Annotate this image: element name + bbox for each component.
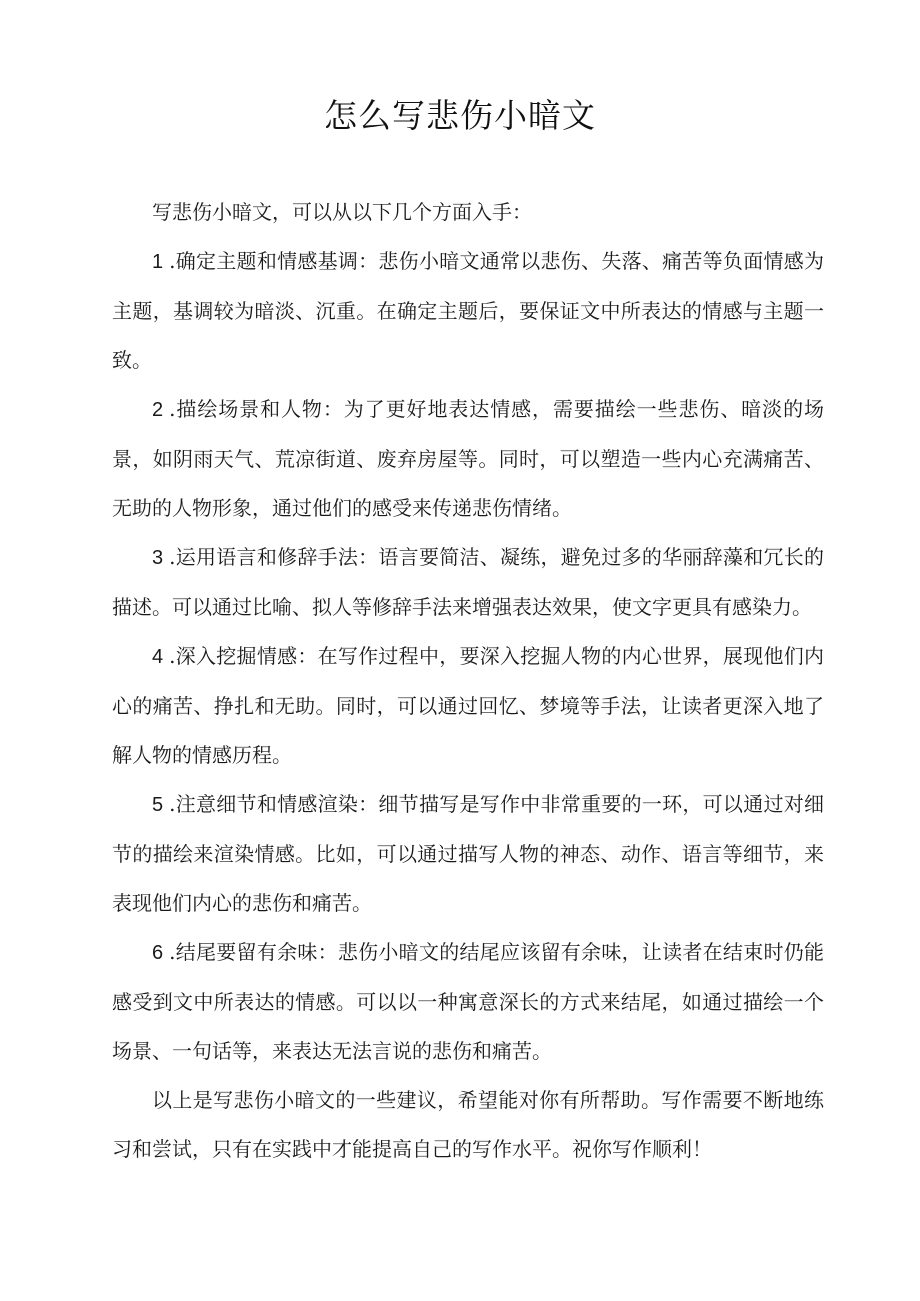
item-number: 6	[152, 942, 164, 964]
document-title: 怎么写悲伤小暗文	[324, 96, 596, 135]
item-text: .描绘场景和人物：为了更好地表达情感，需要描绘一些悲伤、暗淡的场景，如阴雨天气、荒凉街道、废弃房屋等。同时，可以塑造一些内心充满痛苦、无助的人物形象，通过他们的感受来传递悲伤情绪。	[112, 397, 824, 520]
item-number: 1	[152, 251, 164, 273]
list-item	[112, 780, 824, 928]
item-text: .深入挖掘情感：在写作过程中，要深入挖掘人物的内心世界，展现他们内心的痛苦、挣扎和无助。同时，可以通过回忆、梦境等手法，让读者更深入地了解人物的情感历程。	[112, 644, 824, 767]
item-text: .结尾要留有余味：悲伤小暗文的结尾应该留有余味，让读者在结束时仍能感受到文中所表达的情感。可以以一种寓意深长的方式来结尾，如通过描绘一个场景、一句话等，来表达无法言说的悲伤和痛苦。	[112, 940, 824, 1063]
item-text: .确定主题和情感基调：悲伤小暗文通常以悲伤、失落、痛苦等负面情感为主题，基调较为暗淡、沉重。在确定主题后，要保证文中所表达的情感与主题一致。	[112, 249, 824, 372]
item-number: 2	[152, 399, 164, 421]
document-body	[112, 188, 824, 1174]
item-number: 4	[152, 646, 164, 668]
list-item	[112, 928, 824, 1076]
intro-paragraph: 写悲伤小暗文，可以从以下几个方面入手：	[152, 200, 532, 224]
list-item	[112, 385, 824, 533]
closing-paragraph: 以上是写悲伤小暗文的一些建议，希望能对你有所帮助。写作需要不断地练习和尝试，只有在实践中才能提高自己的写作水平。祝你写作顺利！	[112, 1088, 824, 1161]
list-item	[112, 632, 824, 780]
item-text: .注意细节和情感渲染：细节描写是写作中非常重要的一环，可以通过对细节的描绘来渲染情感。比如，可以通过描写人物的神态、动作、语言等细节，来表现他们内心的悲伤和痛苦。	[112, 792, 824, 915]
list-item	[112, 237, 824, 385]
item-text: .运用语言和修辞手法：语言要简洁、凝练，避免过多的华丽辞藻和冗长的描述。可以通过比喻、拟人等修辞手法来增强表达效果，使文字更具有感染力。	[112, 545, 824, 619]
item-number: 3	[152, 547, 164, 569]
list-item	[112, 533, 824, 632]
item-number: 5	[152, 794, 164, 816]
